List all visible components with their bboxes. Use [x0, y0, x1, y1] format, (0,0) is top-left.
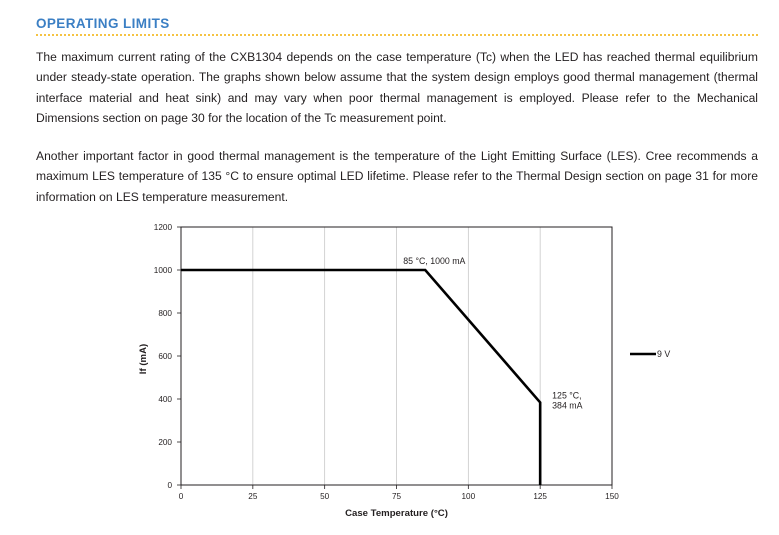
y-tick-label: 1200: [153, 223, 172, 232]
x-axis-label: Case Temperature (°C): [345, 508, 448, 519]
y-tick-label: 1000: [153, 266, 172, 275]
y-tick-label: 0: [167, 481, 172, 490]
annotation-layer: [403, 256, 582, 410]
y-tick-label: 400: [158, 395, 172, 404]
intro-paragraph: The maximum current rating of the CXB1304 depends on the case temperature (Tc) when the LED has reached thermal equilibrium under steady-state operation. The graphs shown below assume that the system design employs good thermal management (thermal interface material and heat sink) and may vary when poor thermal management is employed. Please refer to the Mechanical Dimensions section on page 30 for the location of the Tc measurement point.: [36, 50, 758, 125]
annotation-label: 384 mA: [552, 400, 583, 411]
x-tick-label: 75: [391, 492, 402, 501]
x-tick-label: 50: [320, 492, 330, 501]
y-axis-label: If (mA): [138, 343, 149, 375]
x-tick-label: 0: [178, 492, 184, 501]
x-tick-label: 150: [605, 492, 619, 501]
x-tick-label: 100: [461, 492, 476, 501]
y-tick-label: 800: [158, 309, 172, 318]
chart-grid: [253, 227, 540, 485]
x-tick-label: 25: [248, 492, 258, 501]
series-layer: [181, 270, 540, 485]
legend: [630, 349, 670, 359]
series-line: [181, 270, 540, 485]
axis-ticks: [154, 223, 619, 501]
annotation-label: 125 °C,: [552, 390, 582, 401]
y-tick-label: 600: [158, 352, 172, 361]
section-heading: OPERATING LIMITS: [36, 16, 170, 31]
les-paragraph: Another important factor in good thermal management is the temperature of the Light Emitting Surface (LES). Cree recommends a maximum LES temperature of 135 °C to ensure optimal LED lifetime. Please refer to the Thermal Design section on page 31 for more information on LES temperature measurement.: [36, 149, 758, 204]
x-tick-label: 125: [533, 492, 548, 501]
annotation-label: 85 °C, 1000 mA: [403, 256, 466, 266]
y-tick-label: 200: [158, 438, 172, 447]
legend-label: 9 V: [657, 349, 671, 359]
